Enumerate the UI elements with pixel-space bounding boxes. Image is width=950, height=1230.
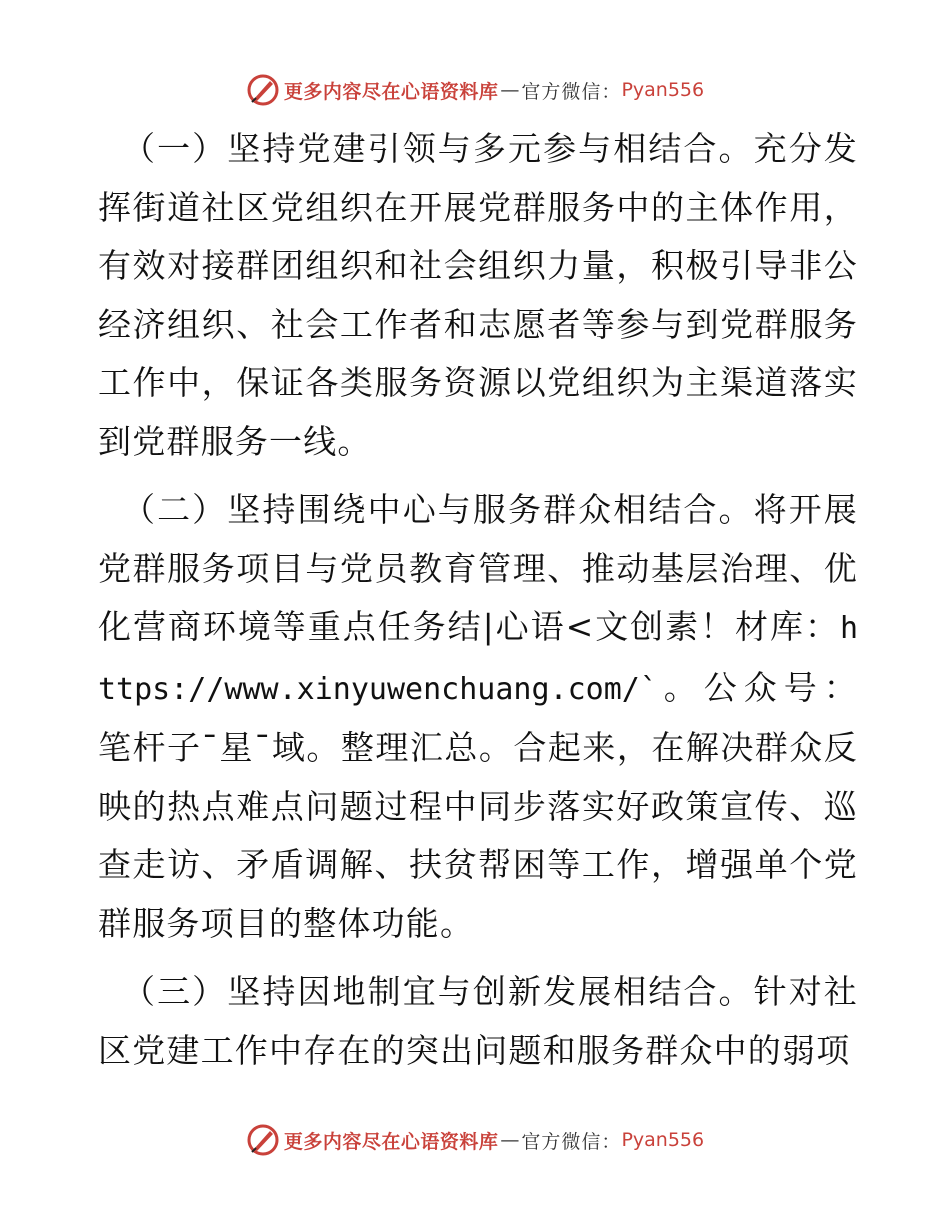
watermark-banner-top bbox=[0, 72, 950, 108]
banner-official-label: 官方微信： bbox=[521, 80, 622, 103]
paragraph-2-text-after: 。公众号：笔杆子¯星¯域。整理汇总。合起来，在解决群众反映的热点难点问题过程中同步落实好政策宣传、巡查走访、矛盾调解、扶贫帮困等工作，增强单个党群服务项目的整体功能。 bbox=[98, 667, 858, 943]
banner-brand: 更多内容尽在心语资料库 bbox=[283, 1130, 499, 1153]
paragraph-1-text: （一）坚持党建引领与多元参与相结合。充分发挥街道社区党组织在开展党群服务中的主体作用，有效对接群团组织和社会组织力量，积极引导非公经济组织、社会工作者和志愿者等参与到党群服务工作中，保证各类服务资源以党组织为主渠道落实到党群服务一线。 bbox=[98, 129, 858, 461]
paragraph-1 bbox=[98, 120, 858, 471]
paragraph-2-text-before: （二）坚持围绕中心与服务群众相结合。将开展党群服务项目与党员教育管理、推动基层治理、优化营商环境等重点任务结|心语<文创素！材库： bbox=[98, 490, 858, 646]
banner-wechat-handle: Pyan556 bbox=[621, 79, 705, 101]
paragraph-3 bbox=[98, 963, 858, 1080]
banner-brand: 更多内容尽在心语资料库 bbox=[283, 80, 499, 103]
document-body bbox=[98, 120, 858, 1090]
paragraph-2-url: https://www.xinyuwenchuang.com/` bbox=[98, 611, 858, 707]
banner-dash: — bbox=[500, 1129, 520, 1151]
paragraph-3-text: （三）坚持因地制宜与创新发展相结合。针对社区党建工作中存在的突出问题和服务群众中的弱项 bbox=[98, 972, 858, 1070]
banner-official-label: 官方微信： bbox=[521, 1130, 622, 1153]
quill-logo-icon bbox=[246, 1123, 280, 1157]
banner-dash: — bbox=[500, 79, 520, 101]
watermark-banner-bottom bbox=[0, 1122, 950, 1158]
banner-wechat-handle: Pyan556 bbox=[621, 1129, 705, 1151]
quill-logo-icon bbox=[246, 73, 280, 107]
paragraph-2 bbox=[98, 481, 858, 953]
